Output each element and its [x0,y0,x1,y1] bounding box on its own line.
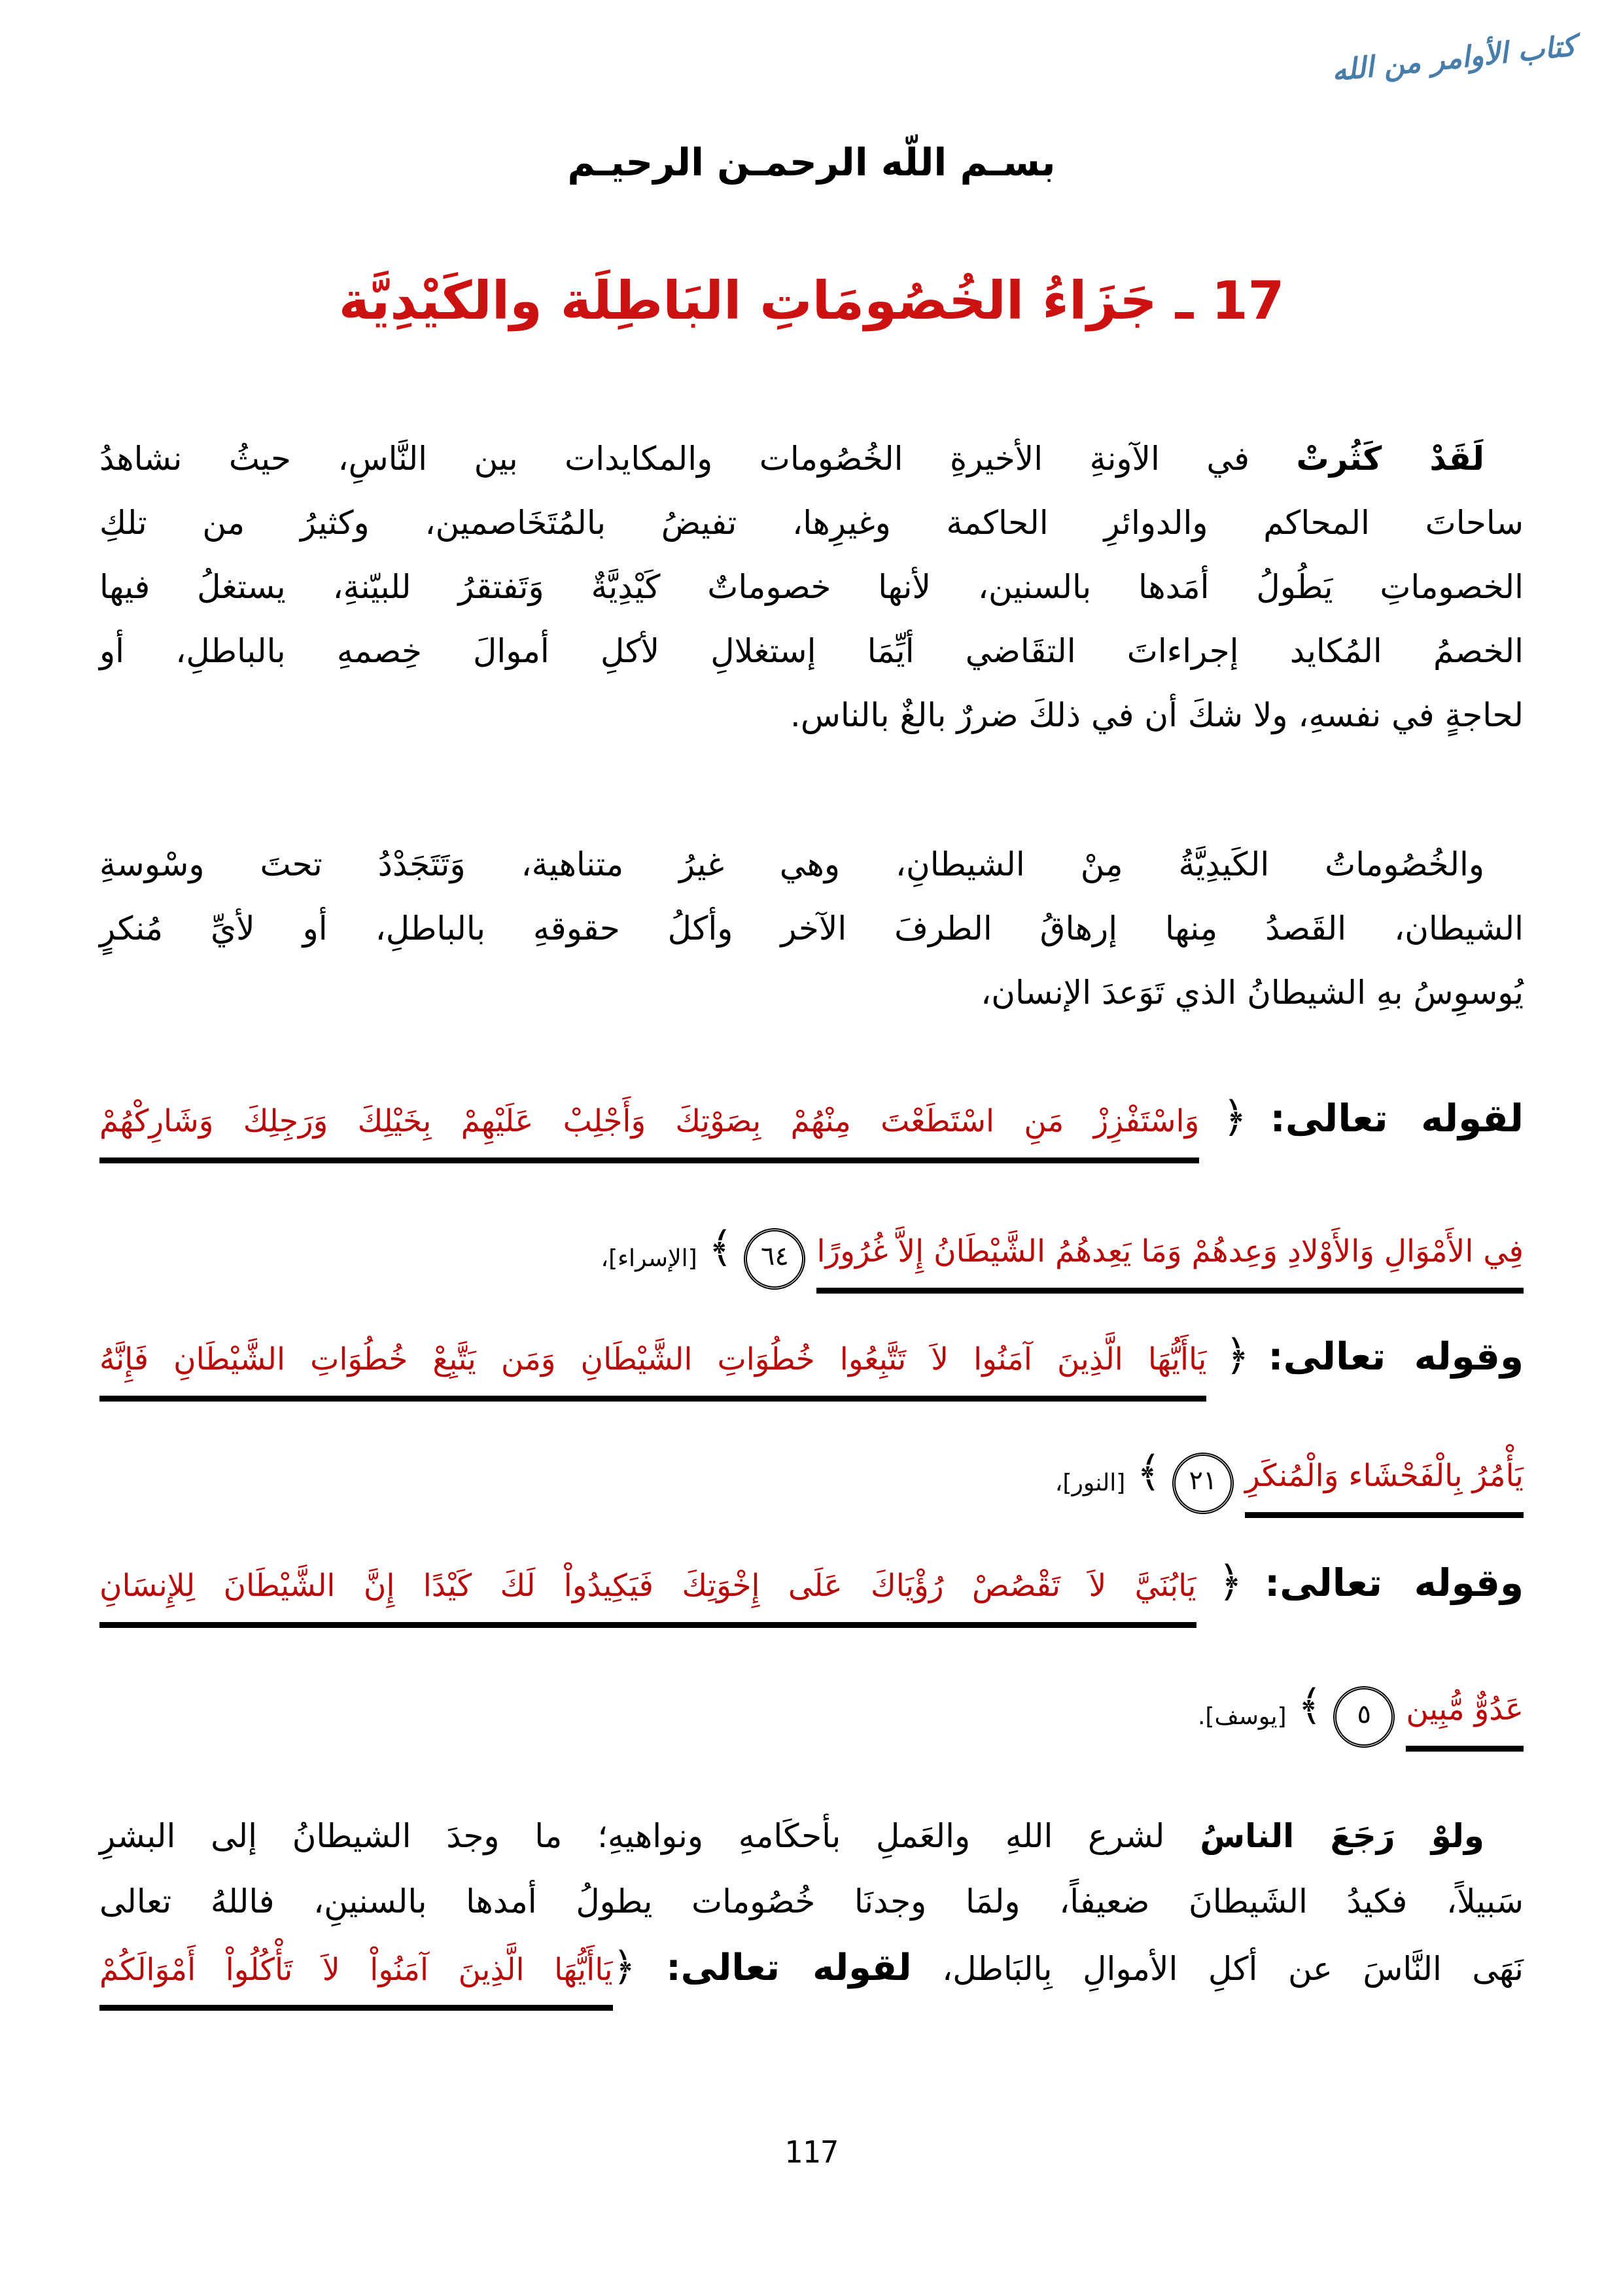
quote-1-line-1 [99,1078,1524,1167]
verse-text: فِي الأَمْوَالِ وَالأَوْلادِ وَعِدهُمْ وَمَا يَعِدهُمُ الشَّيْطَانُ إِلاَّ غُرُورًا [816,1233,1524,1294]
quote-intro: وقوله تعالى: [1268,1334,1524,1379]
body-line: والخُصُوماتُ الكَيدِيَّةُ مِنْ الشيطانِ، وهي غيرُ متناهية، وَتَتَجَدْدُ تحتَ وسْوسةِ [99,845,1484,883]
ornate-open-bracket-icon: ﴿ [1225,1332,1250,1380]
body-line: الشيطان، القَصدُ مِنها إرهاقُ الطرفَ الآخر وأكلُ حقوقهِ بالباطلِ، أو لأيِّ مُنكرٍ [99,910,1524,947]
page-number: 117 [784,2134,839,2170]
quote-intro: لقوله تعالى: [1270,1096,1524,1140]
basmala: بسـم اللّه الرحمـن الرحيـم [567,140,1056,185]
ornate-close-bracket-icon: ﴾ [1297,1682,1323,1730]
verse-number-medallion: ٥ [1333,1686,1395,1748]
verse-source: [الإسراء]، [601,1245,697,1272]
ornate-open-bracket-icon: ﴿ [1222,1093,1248,1142]
body-line: الخصوماتِ يَطُولُ أمَدها بالسنين، لأنها خصوماتٌ كَيْدِيَّةٌ وَتَفتقرُ للبيّنةِ، يستغلُ فيها [99,568,1524,606]
quote-intro: وقوله تعالى: [1265,1561,1524,1605]
body-line: لحاجةٍ في نفسهِ، ولا شكَ أن في ذلكَ ضررٌ بالغٌ بالناس. [790,696,1524,734]
paragraph-3 [99,1803,1524,2000]
paragraph-2 [99,832,1524,1025]
book-title-calligraphy: كتاب الأوامر من الله [1329,29,1577,88]
quote-intro: لقوله تعالى: [666,1947,912,1989]
body-line: يُوسوِسُ بهِ الشيطانُ الذي تَوَعدَ الإنسان، [981,974,1524,1012]
quote-2-line-1 [99,1316,1524,1405]
paragraph-1 [99,427,1524,747]
line-text: في الآونةِ الأخيرةِ الخُصُومات والمكايدات بين النَّاسِ، حيثُ نشاهدُ [99,440,1249,478]
verse-text: يَاأَيُّهَا الَّذِينَ آمَنُوا لاَ تَتَّبِعُوا خُطُوَاتِ الشَّيْطَانِ وَمَن يَتَّبِعْ خُطُوَاتِ الشَّيْطَانِ فَإِنَّهُ [99,1341,1206,1402]
verse-text: يَابُنَيَّ لاَ تَقْصُصْ رُؤْيَاكَ عَلَى إِخْوَتِكَ فَيَكِيدُواْ لَكَ كَيْدًا إِنَّ الشَّيْطَانَ لِلإِنسَانِ [99,1568,1196,1628]
line-text: نَهَى النَّاسَ عن أكلِ الأموالِ بِالبَاطل، [942,1950,1524,1988]
lead-words: لَقَدْ كَثُرتْ [1296,440,1484,478]
line-text: لشرع اللهِ والعَملِ بأحكَامهِ ونواهيهِ؛ ما وجدَ الشيطانُ إلى البشرِ [99,1817,1165,1855]
verse-number-medallion: ٢١ [1172,1453,1234,1514]
verse-number-medallion: ٦٤ [744,1228,805,1290]
verse-text: عَدُوٌّ مُّبِين [1406,1691,1524,1752]
body-line [99,1803,1524,1869]
quote-3-line-2 [99,1670,1524,1753]
verse-text: وَاسْتَفْزِزْ مَنِ اسْتَطَعْتَ مِنْهُمْ بِصَوْتِكَ وَأَجْلِبْ عَلَيْهِمْ بِخَيْلِكَ وَرَجِلِكَ وَشَارِكْهُمْ [99,1103,1199,1163]
ornate-open-bracket-icon: ﴿ [612,1944,636,1990]
body-line [99,1934,1524,2000]
quote-2-line-2 [99,1436,1524,1519]
verse-source: [يوسف]. [1197,1703,1287,1730]
quote-1-line-2 [99,1212,1524,1295]
body-line [99,427,1524,491]
body-line: ساحاتَ المحاكم والدوائرِ الحاكمة وغيرِها، تفيضُ بالمُتَخَاصمين، وكثيرُ من تلكِ [99,504,1524,542]
ornate-close-bracket-icon: ﴾ [1136,1448,1161,1496]
body-line: الخصمُ المُكايد إجراءاتَ التقَاضي أيِّمَا إستغلالِ لأكلِ أموالَ خِصمهِ بالباطلِ، أو [99,632,1524,670]
ornate-close-bracket-icon: ﴾ [708,1224,733,1272]
ornate-open-bracket-icon: ﴿ [1218,1558,1243,1606]
lead-words: ولوْ رَجَعَ الناسُ [1200,1817,1484,1855]
verse-text: يَاأَيُّهَا الَّذِينَ آمَنُواْ لاَ تَأْكُلُواْ أَمْوَالَكُمْ [99,1952,613,2011]
verse-source: [النور]، [1055,1469,1126,1496]
chapter-title: 17 ـ جَزَاءُ الخُصُومَاتِ البَاطِلَة والكَيْدِيَّة [338,270,1285,331]
verse-text: يَأْمُرُ بِالْفَحْشَاء وَالْمُنكَرِ [1245,1458,1524,1518]
body-line: سَبيلاً، فكيدُ الشَيطانَ ضعيفاً، ولمَا وجدنَا خُصُومات يطولُ أمدها بالسنينِ، فاللهُ تعالى [99,1882,1524,1920]
quote-3-line-1 [99,1543,1524,1632]
